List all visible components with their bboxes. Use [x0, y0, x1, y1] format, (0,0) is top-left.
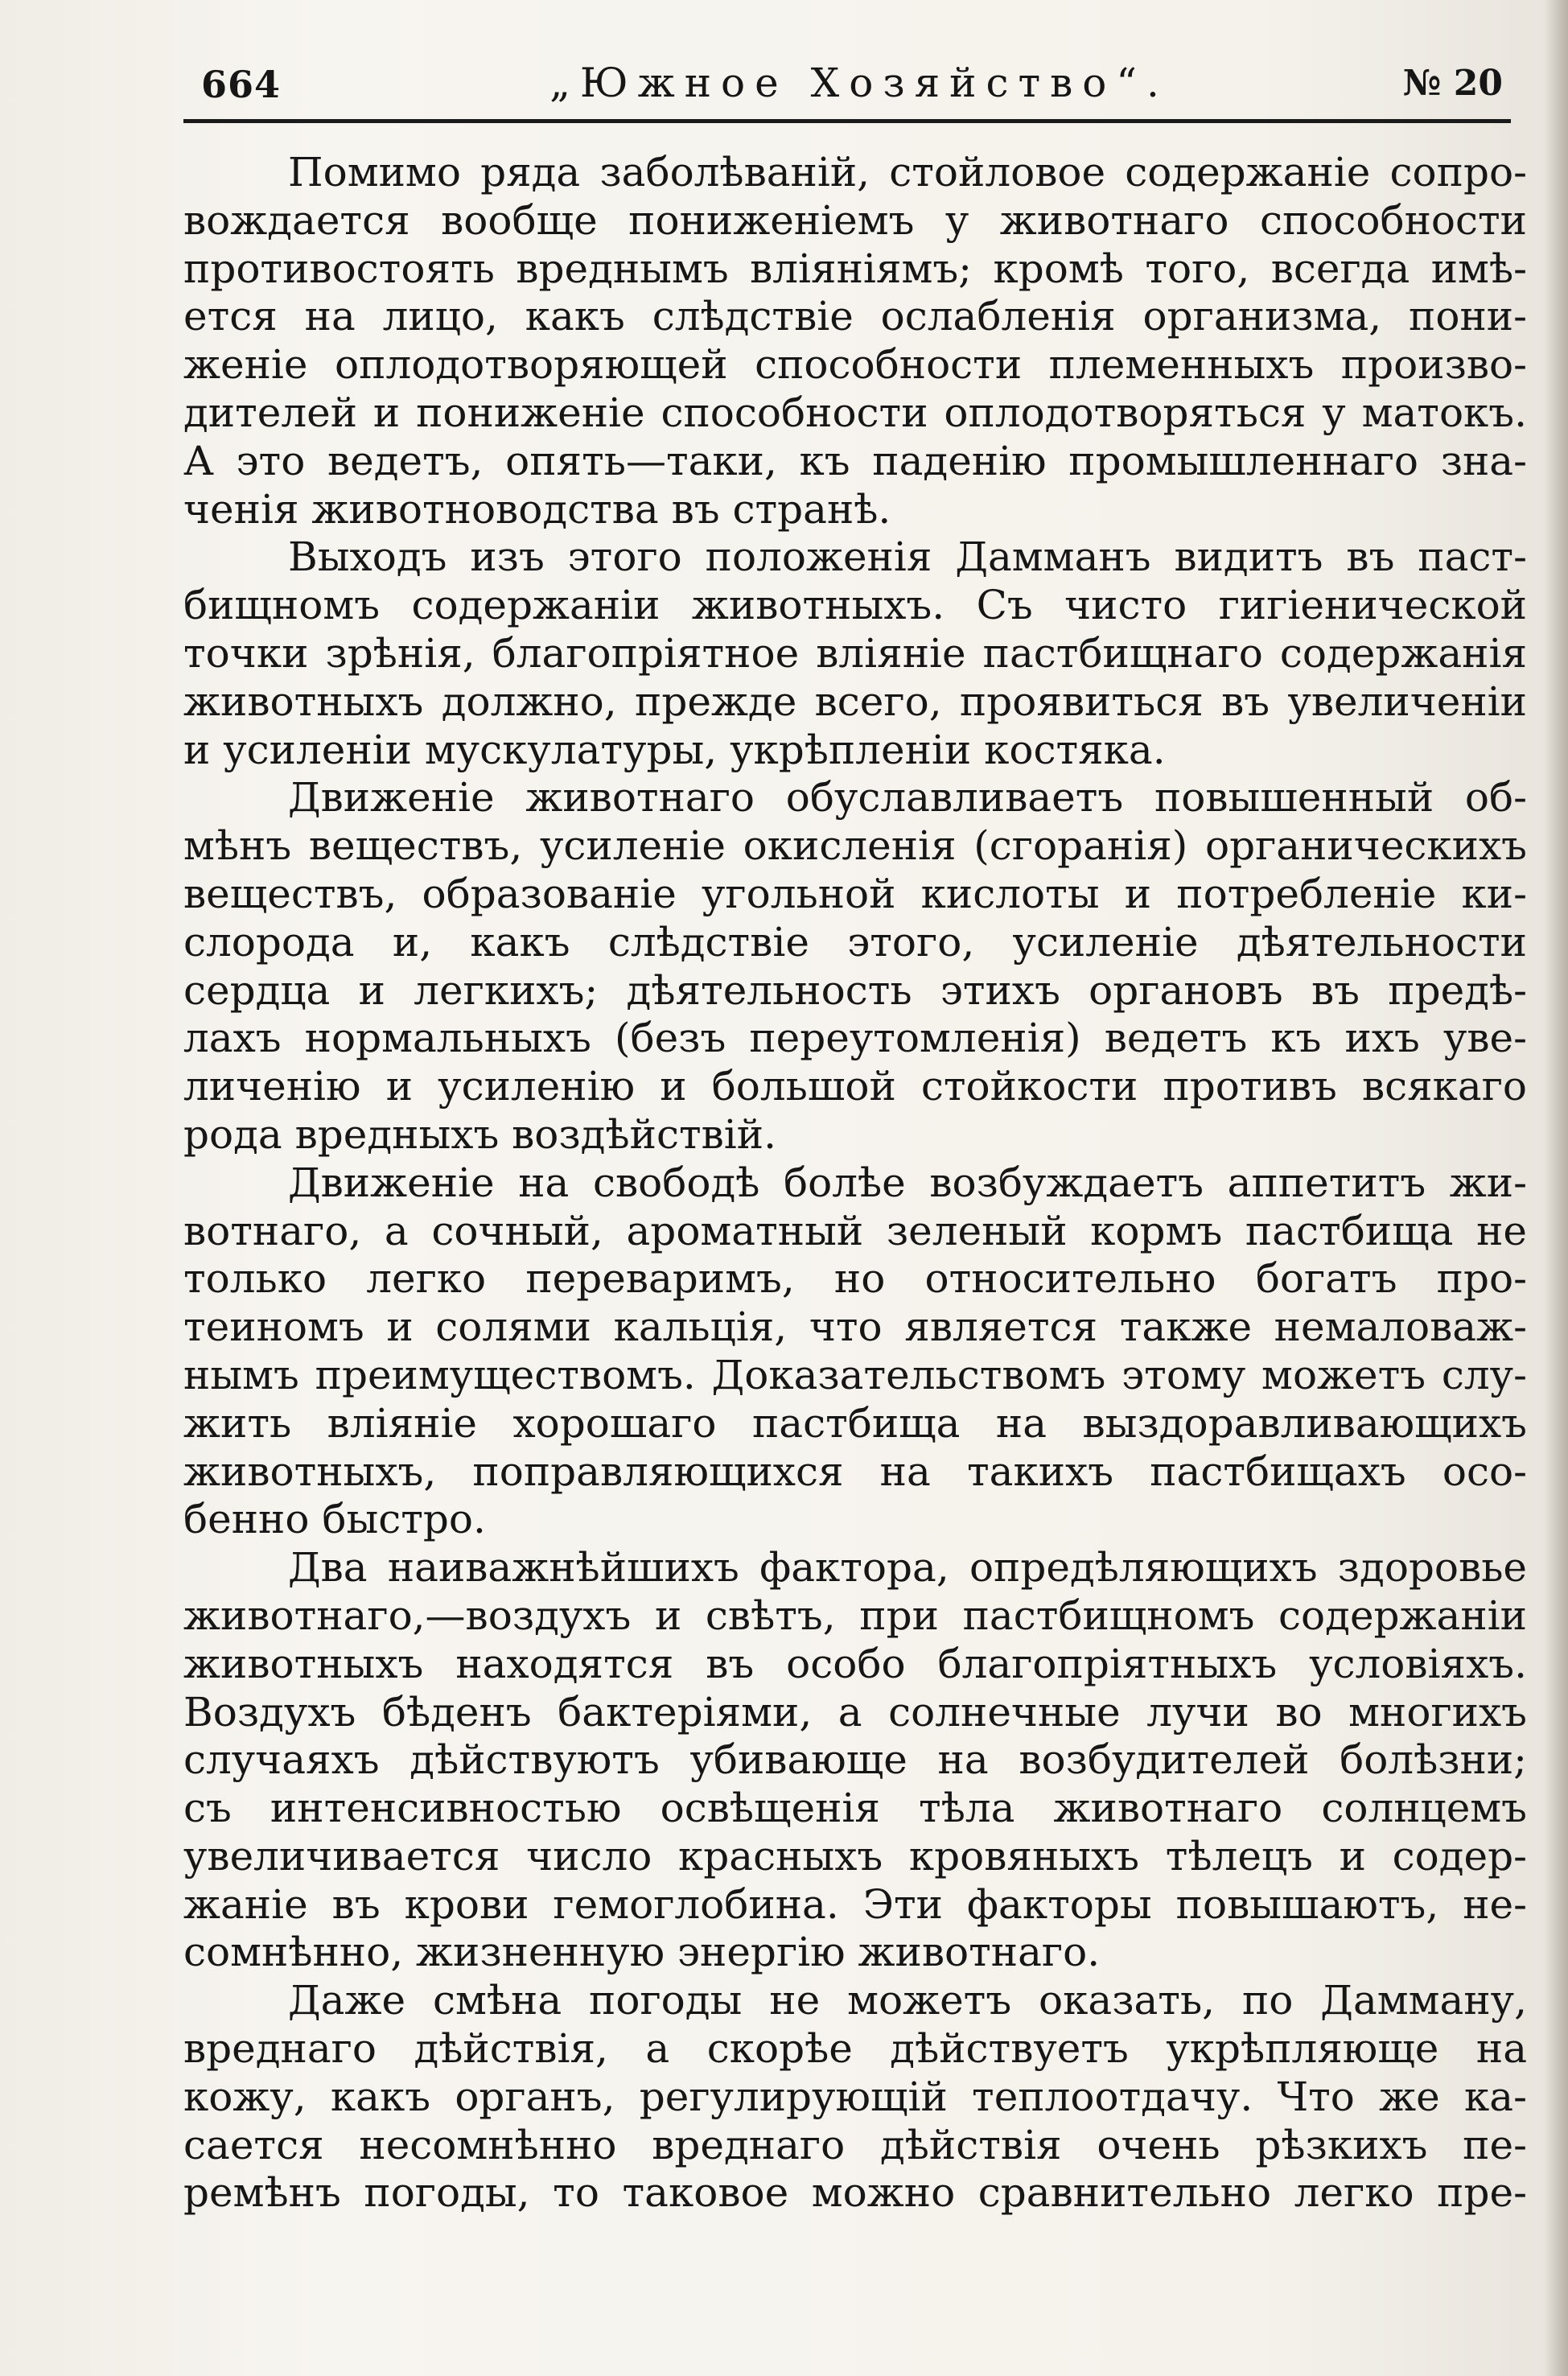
text-line: бенно быстро.	[183, 1496, 486, 1543]
text-line: сается несомнѣнно вреднаго дѣйствія очень рѣзкихъ пе-	[183, 2121, 1527, 2168]
text-line: противостоять вреднымъ вліяніямъ; кромѣ того, всегда имѣ-	[183, 245, 1527, 292]
text-line: ется на лицо, какъ слѣдствіе ослабленія организма, пони-	[183, 293, 1527, 340]
text-line: бищномъ содержаніи животныхъ. Съ чисто гигіенической	[183, 582, 1527, 629]
text-line: веществъ, образованіе угольной кислоты и потребленіе ки-	[183, 870, 1527, 917]
text-line: жить вліяніе хорошаго пастбища на выздоравливающихъ	[183, 1399, 1527, 1447]
paragraph	[183, 1977, 1527, 2217]
text-line: кожу, какъ органъ, регулирующій теплоотдачу. Что же ка-	[183, 2073, 1527, 2120]
text-line: точки зрѣнія, благопріятное вліяніе пастбищнаго содержанія	[183, 629, 1527, 677]
text-line: личенію и усиленію и большой стойкости противъ всякаго	[183, 1063, 1527, 1110]
text-line: лахъ нормальныхъ (безъ переутомленія) ведетъ къ ихъ уве-	[183, 1015, 1527, 1062]
paragraph	[183, 1544, 1527, 1977]
text-line: Два наиважнѣйшихъ фактора, опредѣляющихъ здоровье	[288, 1544, 1527, 1592]
text-line: ченія животноводства въ странѣ.	[183, 485, 891, 533]
text-line: слорода и, какъ слѣдствіе этого, усиленіе дѣятельности	[183, 918, 1527, 966]
text-line: жаніе въ крови гемоглобина. Эти факторы повышаютъ, не-	[183, 1880, 1527, 1928]
text-line: Движеніе животнаго обуславливаетъ повышенный об-	[288, 774, 1527, 822]
text-line: случаяхъ дѣйствуютъ убивающе на возбудителей болѣзни;	[183, 1736, 1527, 1784]
paragraph	[183, 149, 1527, 533]
text-line: сомнѣнно, жизненную энергію животнаго.	[183, 1929, 1101, 1976]
text-line: мѣнъ веществъ, усиленіе окисленія (сгоранія) органическихъ	[183, 822, 1527, 870]
text-line: животнаго,—воздухъ и свѣтъ, при пастбищномъ содержаніи	[183, 1592, 1527, 1639]
text-line: животныхъ должно, прежде всего, проявиться въ увеличеніи	[183, 677, 1527, 725]
text-line: А это ведетъ, опять—таки, къ паденію промышленнаго зна-	[183, 437, 1527, 484]
text-line: Выходъ изъ этого положенія Дамманъ видитъ въ паст-	[288, 533, 1527, 581]
paragraph	[183, 533, 1527, 774]
text-line: съ интенсивностью освѣщенія тѣла животнаго солнцемъ	[183, 1785, 1527, 1832]
running-header	[183, 56, 1535, 121]
journal-title: „Южное Хозяйство“.	[549, 60, 1169, 106]
text-line: рода вредныхъ воздѣйствій.	[183, 1110, 776, 1158]
article-body	[183, 149, 1527, 2217]
text-line: Воздухъ бѣденъ бактеріями, а солнечные лучи во многихъ	[183, 1688, 1527, 1736]
paragraph	[183, 774, 1527, 1159]
text-line: вреднаго дѣйствія, а скорѣе дѣйствуетъ укрѣпляюще на	[183, 2025, 1527, 2073]
text-line: увеличивается число красныхъ кровяныхъ тѣлецъ и содер-	[183, 1832, 1527, 1880]
text-line: вотнаго, а сочный, ароматный зеленый кормъ пастбища не	[183, 1207, 1527, 1254]
text-line: вождается вообще пониженіемъ у животнаго способности	[183, 196, 1527, 244]
page-number: 664	[201, 63, 282, 106]
book-spine-shadow	[1544, 0, 1568, 2376]
text-line: теиномъ и солями кальція, что является также немаловаж-	[183, 1303, 1527, 1351]
text-line: и усиленіи мускулатуры, укрѣпленіи костяка.	[183, 726, 1166, 773]
text-line: животныхъ находятся въ особо благопріятныхъ условіяхъ.	[183, 1640, 1527, 1687]
text-line: ремѣнъ погоды, то таковое можно сравнительно легко пре-	[183, 2169, 1527, 2217]
text-line: животныхъ, поправляющихся на такихъ пастбищахъ осо-	[183, 1447, 1527, 1495]
text-line: Даже смѣна погоды не можетъ оказать, по Дамману,	[288, 1977, 1527, 2024]
issue-number: № 20	[1402, 63, 1503, 104]
text-line: нымъ преимуществомъ. Доказательствомъ этому можетъ слу-	[183, 1351, 1527, 1398]
text-line: женіе оплодотворяющей способности племенныхъ произво-	[183, 341, 1527, 389]
text-line: Помимо ряда заболѣваній, стойловое содержаніе сопро-	[288, 149, 1527, 196]
text-line: только легко переваримъ, но относительно богатъ про-	[183, 1255, 1527, 1303]
paragraph	[183, 1159, 1527, 1544]
text-line: Движеніе на свободѣ болѣе возбуждаетъ аппетитъ жи-	[288, 1159, 1527, 1206]
header-divider	[183, 119, 1511, 123]
text-line: дителей и пониженіе способности оплодотворяться у матокъ.	[183, 389, 1527, 436]
text-line: сердца и легкихъ; дѣятельность этихъ органовъ въ предѣ-	[183, 966, 1527, 1014]
